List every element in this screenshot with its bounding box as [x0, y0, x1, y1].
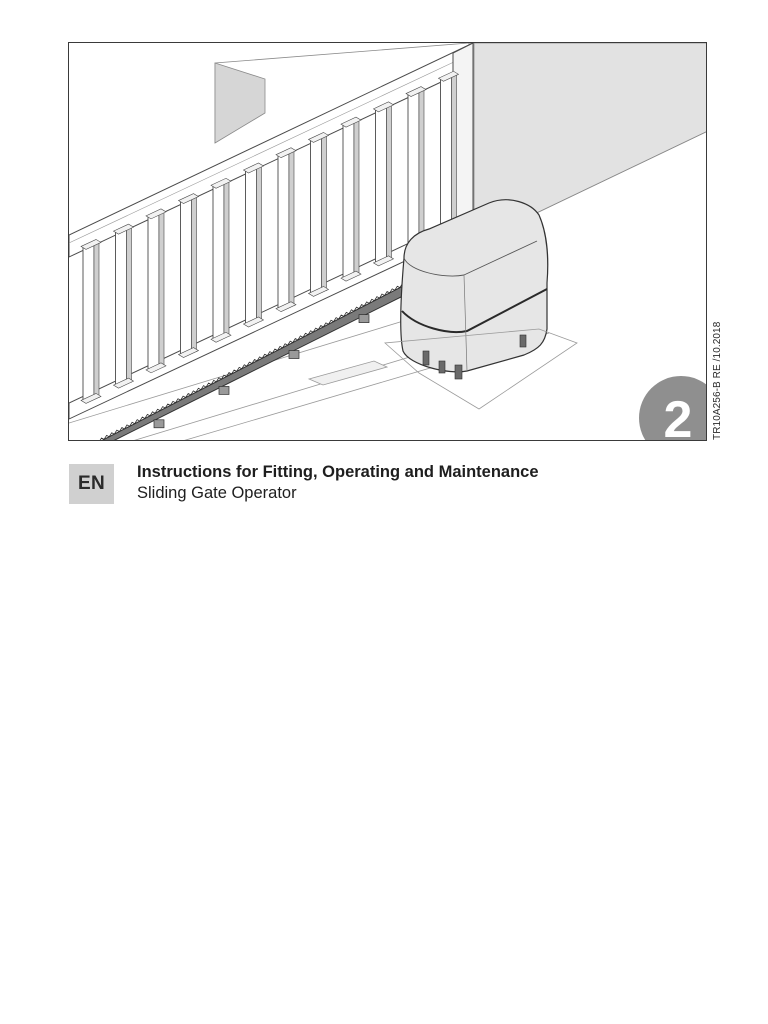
- language-badge: EN: [69, 464, 114, 504]
- section-number: 2: [663, 391, 693, 441]
- document-title: Instructions for Fitting, Operating and Maintenance: [137, 463, 539, 481]
- document-code: TR10A256-B RE /10.2018: [712, 321, 723, 440]
- sliding-gate-illustration: [68, 42, 707, 441]
- document-subtitle: Sliding Gate Operator: [137, 484, 297, 502]
- section-number-badge: [639, 376, 707, 441]
- gate-balusters: [81, 71, 459, 403]
